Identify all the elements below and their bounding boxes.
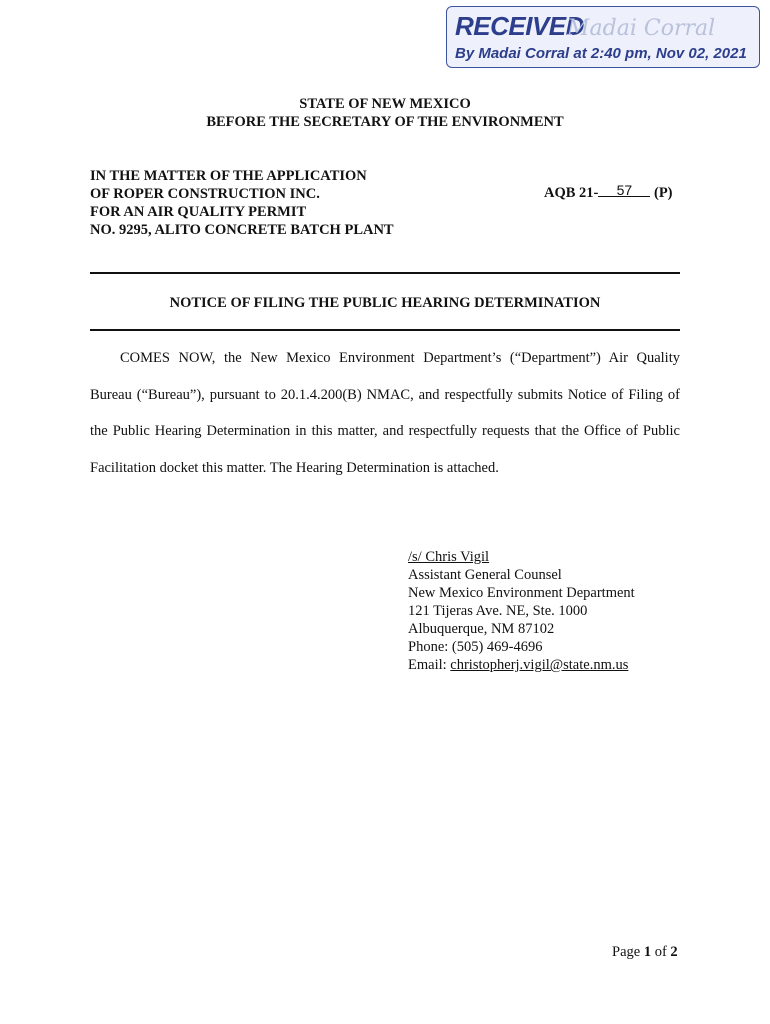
divider-top [90,272,680,274]
body-text: COMES NOW, the New Mexico Environment Department’s (“Department”) Air Quality Bureau (“Bureau”), pursuant to 20.1.4.200(B) NMAC, and respectfully submits Notice of Filing of the Public Hearing Determination in this matter, and respectfully requests that the Office of Public Facilitation docket this matter. The Hearing Determination is attached. [90,350,680,476]
header-secretary: BEFORE THE SECRETARY OF THE ENVIRONMENT [206,114,564,130]
case-number [544,182,673,202]
caption-line: IN THE MATTER OF THE APPLICATION [90,168,367,184]
signature-title: Assistant General Counsel [408,567,562,583]
caption-line: NO. 9295, ALITO CONCRETE BATCH PLANT [90,222,394,238]
email-label: Email: [408,657,447,673]
signature-department: New Mexico Environment Department [408,585,635,601]
document-title: NOTICE OF FILING THE PUBLIC HEARING DETERMINATION [169,295,601,311]
signature-phone: Phone: (505) 469-4696 [408,639,543,655]
case-prefix: AQB 21- [544,185,599,201]
page-current: 1 [643,944,652,960]
email-link[interactable]: christopherj.vigil@state.nm.us [450,657,629,673]
divider-bottom [90,329,680,331]
caption-line: FOR AN AIR QUALITY PERMIT [90,204,307,220]
signature-name: /s/ Chris Vigil [408,549,490,565]
signature-block [408,548,635,674]
page-of: of [654,944,667,960]
received-stamp [446,6,760,68]
case-suffix: (P) [654,185,673,201]
case-number-field: 57 [598,184,650,197]
stamp-signature: Madai Corral [567,16,716,41]
stamp-received-word: RECEIVED [455,11,584,41]
header-state: STATE OF NEW MEXICO [299,96,471,112]
page-label: Page [612,944,641,960]
stamp-received-by: By Madai Corral at 2:40 pm, Nov 02, 2021 [455,45,747,62]
signature-email-row [408,656,635,674]
caption-line: OF ROPER CONSTRUCTION INC. [90,186,320,202]
signature-address-line1: 121 Tijeras Ave. NE, Ste. 1000 [408,603,588,619]
signature-address-line2: Albuquerque, NM 87102 [408,621,555,637]
case-caption [90,167,394,239]
page-total: 2 [670,944,678,960]
page-number [612,944,678,961]
body-paragraph [90,340,680,486]
